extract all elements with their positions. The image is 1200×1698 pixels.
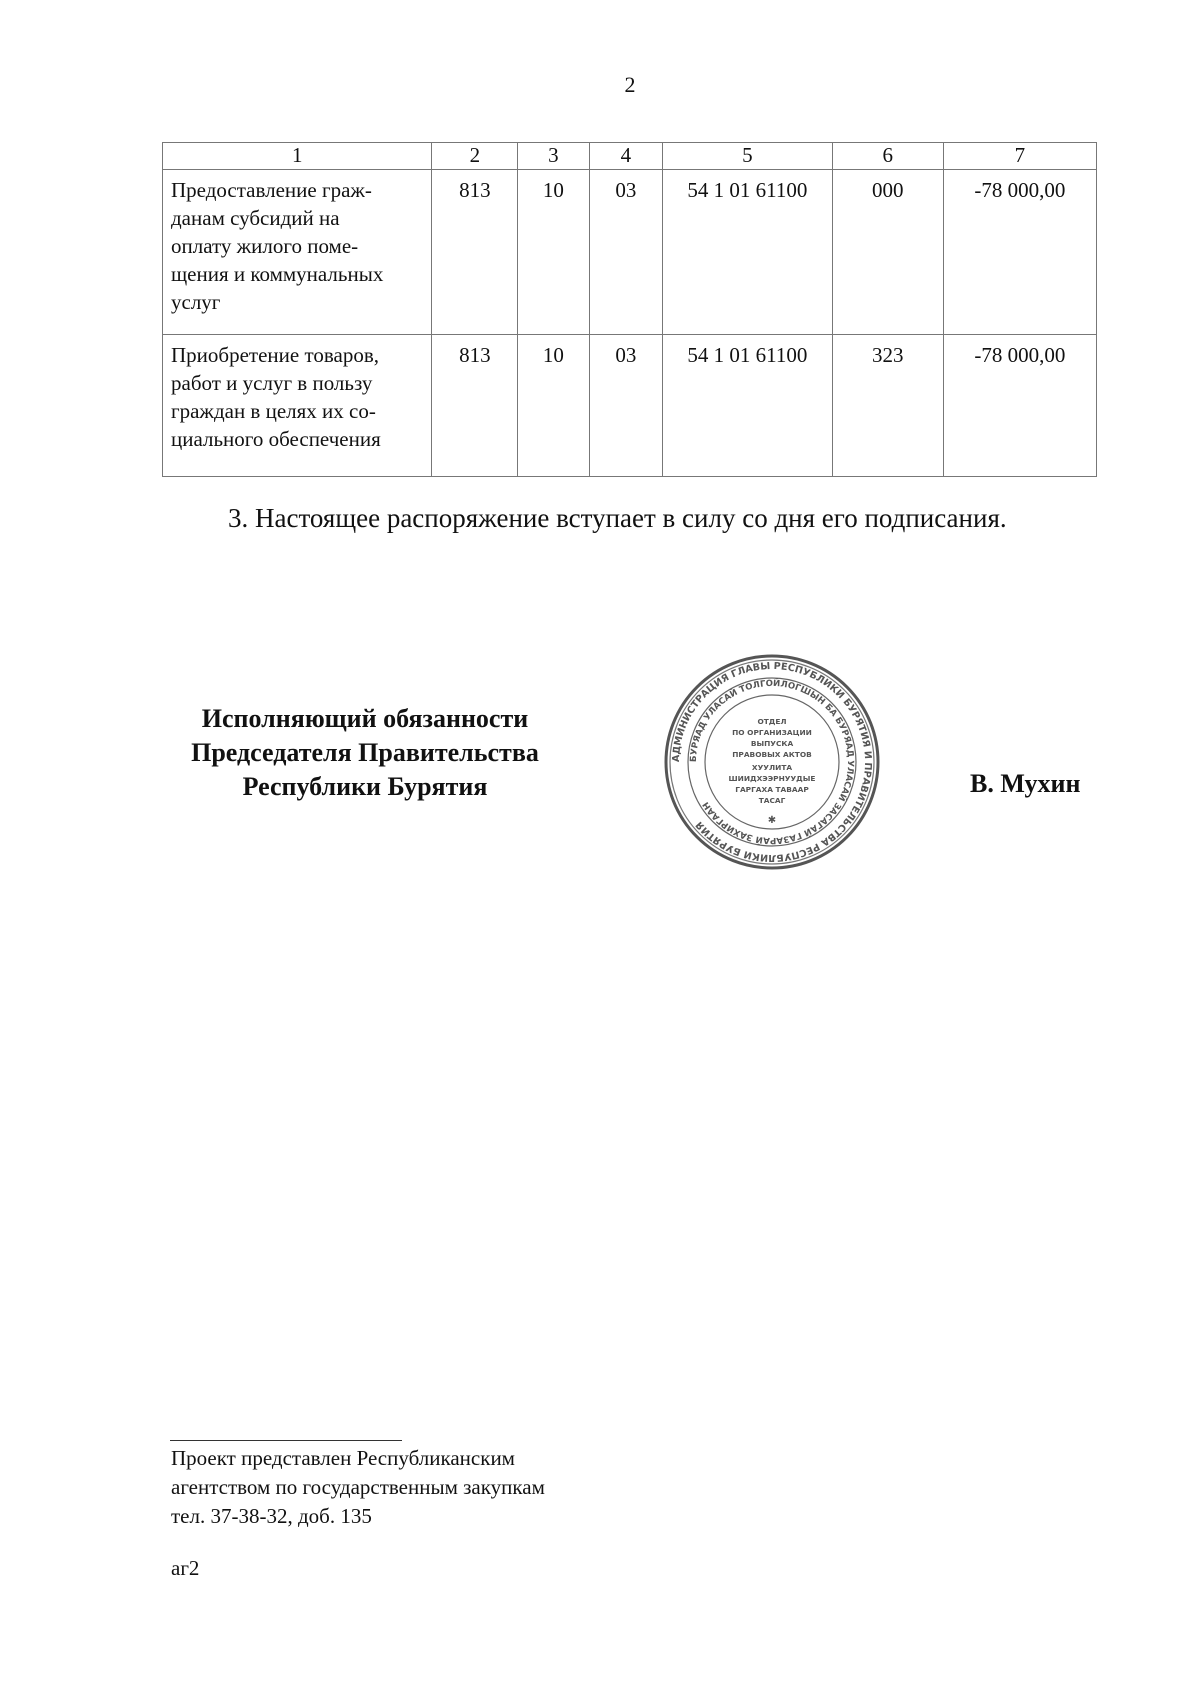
row-name-line: Предоставление граж- [171,178,372,202]
section-cell: 10 [518,170,589,335]
svg-text:АДМИНИСТРАЦИЯ ГЛАВЫ РЕСПУБЛИКИ [671,661,873,863]
stamp-center-line: ПО ОРГАНИЗАЦИИ [732,728,812,737]
expense-type-cell: 323 [832,335,943,477]
page-number: 2 [624,72,636,97]
footnote-line: агентством по государственным закупкам [171,1475,545,1499]
target-article-cell: 54 1 01 61100 [663,170,832,335]
stamp-center-line: ПРАВОВЫХ АКТОВ [732,750,812,759]
stamp-center-line: ОТДЕЛ [757,717,787,726]
table-row [163,335,1097,477]
stamp-center-line: ШИИДХЭЭРНУУДЫЕ [728,774,816,783]
stamp-center-line: ВЫПУСКА [750,739,794,748]
signer-position [150,702,580,804]
row-name-line: Приобретение товаров, [171,343,379,367]
stamp-center-line: ГАРГАХА ТАВААР [735,785,809,794]
footnote [171,1444,545,1531]
row-name-line: работ и услуг в пользу [171,371,373,395]
header-cell: 2 [432,143,518,170]
admin-code-cell: 813 [432,335,518,477]
stamp-inner-text: БУРЯАД УЛАСАЙ ТОЛГОЙЛОГШЫН БА БУРЯАД УЛАСАЙ ЗАСАГАЙ ГАЗАРАЙ ЗАХИРГААН [688,678,856,846]
row-name-line: щения и коммунальных [171,262,384,286]
stamp-star-icon: ✱ [767,815,777,826]
amount-cell: -78 000,00 [943,335,1096,477]
header-cell: 5 [663,143,832,170]
amount-cell: -78 000,00 [943,170,1096,335]
row-name-line: оплату жилого поме- [171,234,359,258]
admin-code-cell: 813 [432,170,518,335]
target-article-cell: 54 1 01 61100 [663,335,832,477]
stamp-outer-text: АДМИНИСТРАЦИЯ ГЛАВЫ РЕСПУБЛИКИ БУРЯТИЯ И ПРАВИТЕЛЬСТВА РЕСПУБЛИКИ БУРЯТИЯ [670,660,874,864]
signer-position-line: Председателя Правительства [191,738,539,767]
section-cell: 10 [518,335,589,477]
row-name-line: циального обеспечения [171,427,381,451]
stamp-center-line: ХУУЛИТА [751,763,793,772]
signer-position-line: Республики Бурятия [242,772,488,801]
footnote-line: Проект представлен Республиканским [171,1446,515,1470]
clause-3-text: 3. Настоящее распоряжение вступает в силу со дня его подписания. [228,503,1007,533]
row-name-line: граждан в целях их со- [171,399,376,423]
header-cell: 3 [518,143,589,170]
header-cell: 4 [589,143,662,170]
document-code: аг2 [171,1556,200,1580]
subsection-cell: 03 [589,335,662,477]
stamp-center-line: ТАСАГ [758,796,786,805]
subsection-cell: 03 [589,170,662,335]
footnote-line: тел. 37-38-32, доб. 135 [171,1504,372,1528]
header-cell: 1 [163,143,432,170]
official-seal-stamp [662,652,882,872]
signer-position-line: Исполняющий обязанности [201,704,529,733]
row-name-cell [163,335,432,477]
footnote-divider [170,1440,402,1441]
row-name-line: данам субсидий на [171,206,340,230]
table-row [163,170,1097,335]
header-cell: 7 [943,143,1096,170]
expense-type-cell: 000 [832,170,943,335]
row-name-line: услуг [171,290,221,314]
row-name-cell [163,170,432,335]
table-header-row [163,143,1097,170]
budget-table [162,142,1097,477]
header-cell: 6 [832,143,943,170]
signer-name: В. Мухин [970,769,1081,798]
